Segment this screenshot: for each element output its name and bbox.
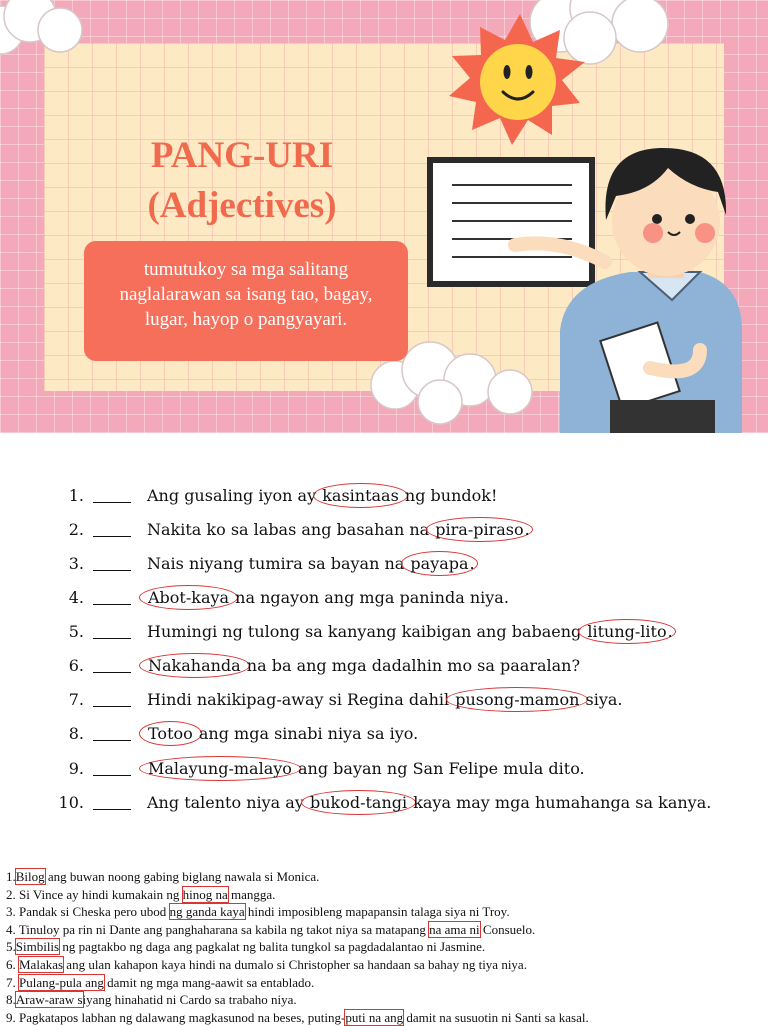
item-sentence xyxy=(147,588,509,607)
answer-blank[interactable] xyxy=(93,740,131,741)
boxed-adjective: puti na ang xyxy=(345,1009,404,1025)
circled-adjective: bukod-tangi xyxy=(301,790,416,815)
whiteboard-icon xyxy=(430,160,592,284)
sentence-text: iyang hinahatid ni Cardo sa trabaho niya. xyxy=(82,992,297,1008)
list-item xyxy=(6,868,589,886)
item-number: 4. xyxy=(68,588,84,607)
item-number: 6. xyxy=(6,956,16,972)
sentence-text: kaya may mga humahanga sa kanya. xyxy=(408,793,712,812)
sentence-text: na ba ang mga dadalhin mo sa paaralan? xyxy=(241,656,581,675)
sentence-text: ang buwan noong gabing biglang nawala si Monica. xyxy=(44,869,320,884)
list-item xyxy=(6,921,589,939)
list-item xyxy=(6,956,589,974)
item-number: 8. xyxy=(68,724,84,743)
item-number: 2. xyxy=(68,520,84,539)
list-item xyxy=(6,991,589,1009)
sentence-text: Si Vince ay hindi kumakain ng xyxy=(19,886,183,902)
definition-line: lugar, hayop o pangyayari. xyxy=(144,309,348,330)
item-number: 9. xyxy=(6,1009,16,1025)
list-item xyxy=(6,903,589,921)
boxed-adjective: hinog na xyxy=(182,886,228,902)
item-number: 8. xyxy=(6,992,16,1008)
list-item xyxy=(6,938,589,956)
item-number: 5. xyxy=(68,622,84,641)
list-item xyxy=(6,974,589,992)
item-sentence xyxy=(147,724,418,743)
sentence-text: . xyxy=(469,554,475,573)
answer-blank[interactable] xyxy=(93,638,131,639)
sentence-text: Ang gusaling iyon ay xyxy=(147,486,322,505)
item-number: 3. xyxy=(6,904,16,920)
boxed-adjective: Araw-araw s xyxy=(15,992,83,1008)
item-sentence xyxy=(147,554,475,573)
sentence-text: Humingi ng tulong sa kanyang kaibigan ang babaeng xyxy=(147,622,587,641)
circled-adjective: Abot-kaya xyxy=(139,585,238,610)
item-number: 5. xyxy=(6,939,16,955)
sentence-text: Ang talento niya ay xyxy=(147,793,309,812)
circled-adjective: kasintaas xyxy=(313,483,408,508)
boxed-adjective: na ama ni xyxy=(429,921,480,937)
sentence-text: damit ng mga mang-aawit sa entablado. xyxy=(103,974,315,990)
item-number: 4. xyxy=(6,921,16,937)
item-sentence xyxy=(147,656,580,675)
answer-blank[interactable] xyxy=(93,502,131,503)
sentence-text: Pagkatapos labhan ng dalawang magkasunod na beses, puting- xyxy=(19,1009,346,1025)
answer-blank[interactable] xyxy=(93,536,131,537)
sentence-list xyxy=(6,868,589,1026)
item-number: 3. xyxy=(68,554,84,573)
sentence-text: ang ulan kahapon kaya hindi na dumalo si Christopher sa handaan sa bahay ng tiya niya. xyxy=(63,956,527,972)
sentence-text: ng pagtakbo ng daga ang pagkalat ng balita tungkol sa pagdadalantao ni Jasmine. xyxy=(59,939,486,955)
sentence-text: damit na susuotin ni Santi sa kasal. xyxy=(403,1009,589,1025)
item-number: 1. xyxy=(6,869,16,884)
item-sentence xyxy=(147,486,497,505)
list-item xyxy=(6,1009,589,1026)
boxed-adjective: ng ganda kaya xyxy=(169,904,245,920)
page-subtitle: (Adjectives) xyxy=(147,185,337,226)
sentence-text: mangga. xyxy=(227,886,276,902)
lesson-banner xyxy=(0,0,768,433)
sentence-text: . xyxy=(524,520,530,539)
sentence-text: Hindi nakikipag-away si Regina dahil xyxy=(147,690,455,709)
item-number: 6. xyxy=(68,656,84,675)
sentence-text: Nais niyang tumira sa bayan na xyxy=(147,554,410,573)
sentence-text: Pandak si Cheska pero ubod xyxy=(19,904,170,920)
sentence-text: ang mga sinabi niya sa iyo. xyxy=(193,724,419,743)
definition-box xyxy=(84,241,408,361)
sentence-text: Nakita ko sa labas ang basahan na xyxy=(147,520,435,539)
boxed-adjective: Bilog xyxy=(15,869,45,884)
answer-blank[interactable] xyxy=(93,775,131,776)
circled-adjective: litung-lito xyxy=(578,619,675,644)
definition-line: tumutukoy sa mga salitang xyxy=(143,259,349,280)
sentence-text: ng bundok! xyxy=(399,486,498,505)
boxed-adjective: Pulang-pula ang xyxy=(19,974,104,990)
definition-line: naglalarawan sa isang tao, bagay, xyxy=(119,284,373,305)
answer-blank[interactable] xyxy=(93,672,131,673)
answer-blank[interactable] xyxy=(93,809,131,810)
circled-adjective: Malayung-malayo xyxy=(139,756,301,781)
answer-blank[interactable] xyxy=(93,604,131,605)
circled-adjective: Totoo xyxy=(139,721,202,746)
boxed-adjective: Simbilis xyxy=(15,939,60,955)
item-number: 9. xyxy=(68,759,84,778)
list-item xyxy=(6,886,589,904)
item-sentence xyxy=(147,520,530,539)
sentence-text: . xyxy=(667,622,673,641)
answer-blank[interactable] xyxy=(93,570,131,571)
item-number: 7. xyxy=(68,690,84,709)
item-number: 2. xyxy=(6,886,16,902)
circled-adjective: pira-piraso xyxy=(426,517,532,542)
item-number: 10. xyxy=(58,793,84,812)
item-number: 7. xyxy=(6,974,16,990)
answer-blank[interactable] xyxy=(93,706,131,707)
sentence-text: ang bayan ng San Felipe mula dito. xyxy=(292,759,585,778)
boxed-adjective: Malakas xyxy=(19,956,64,972)
sentence-text: na ngayon ang mga paninda niya. xyxy=(230,588,509,607)
item-sentence xyxy=(147,622,673,641)
item-sentence xyxy=(147,793,711,812)
page-title: PANG-URI xyxy=(150,135,334,176)
item-sentence xyxy=(147,759,585,778)
circled-adjective: Nakahanda xyxy=(139,653,250,678)
sentence-text: hindi imposibleng mapapansin talaga siya ni Troy. xyxy=(244,904,510,920)
item-sentence xyxy=(147,690,623,709)
circled-adjective: payapa xyxy=(401,551,477,576)
circled-adjective: pusong-mamon xyxy=(446,687,588,712)
cloud-icon xyxy=(0,0,82,54)
sentence-text: Tinuloy pa rin ni Dante ang panghaharana sa kabila ng takot niya sa matapang xyxy=(18,921,430,937)
sentence-text: siya. xyxy=(580,690,623,709)
item-number: 1. xyxy=(68,486,84,505)
sentence-text: Consuelo. xyxy=(479,921,536,937)
